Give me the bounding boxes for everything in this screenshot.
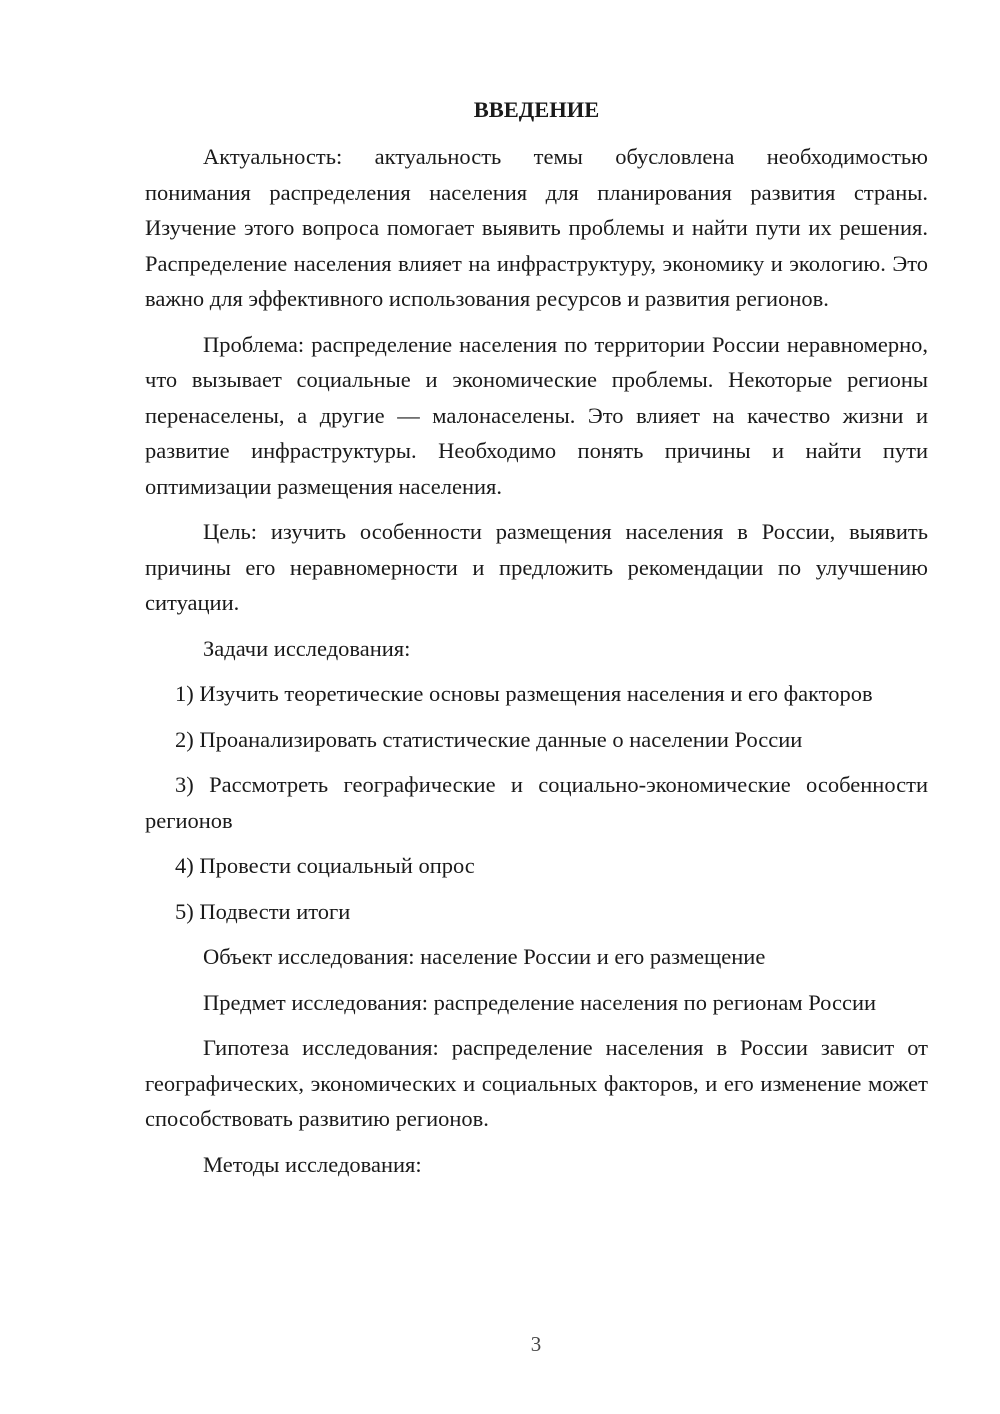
- task-item-3: 3) Рассмотреть географические и социально-экономические особенности регионов: [145, 772, 928, 833]
- task-item-4: 4) Провести социальный опрос: [175, 853, 475, 878]
- task-item-2: 2) Проанализировать статистические данные о населении России: [175, 726, 803, 752]
- task-item-5: 5) Подвести итоги: [175, 898, 351, 924]
- task-item-1: 1) Изучить теоретические основы размещения населения и его факторов: [175, 681, 873, 706]
- hypothesis-paragraph: Гипотеза исследования: распределение населения в России зависит от географических, экономических и социальных факторов, и его изменение может способствовать развитию регионов.: [145, 1035, 928, 1131]
- subject-paragraph: Предмет исследования: распределение населения по регионам России: [203, 989, 877, 1015]
- page-content: [145, 92, 928, 1192]
- relevance-paragraph: Актуальность: актуальность темы обусловлена необходимостью понимания распределения населения для планирования развития страны. Изучение этого вопроса помогает выявить проблемы и найти пути их решения. Распределение населения влияет на инфраструктуру, экономику и экологию. Это важно для эффективного использования ресурсов и развития регионов.: [145, 144, 928, 311]
- problem-paragraph: Проблема: распределение населения по территории России неравномерно, что вызывает социальные и экономические проблемы. Некоторые регионы перенаселены, а другие — малонаселены. Это влияет на качество жизни и развитие инфраструктуры. Необходимо понять причины и найти пути оптимизации размещения населения.: [145, 331, 928, 499]
- tasks-heading: Задачи исследования:: [203, 635, 411, 661]
- methods-heading: Методы исследования:: [203, 1151, 422, 1177]
- page-title: ВВЕДЕНИЕ: [473, 97, 600, 122]
- goal-paragraph: Цель: изучить особенности размещения населения в России, выявить причины его неравномерности и предложить рекомендации по улучшению ситуации.: [145, 519, 928, 615]
- object-paragraph: Объект исследования: население России и его размещение: [203, 944, 766, 969]
- page-number: 3: [530, 1332, 542, 1356]
